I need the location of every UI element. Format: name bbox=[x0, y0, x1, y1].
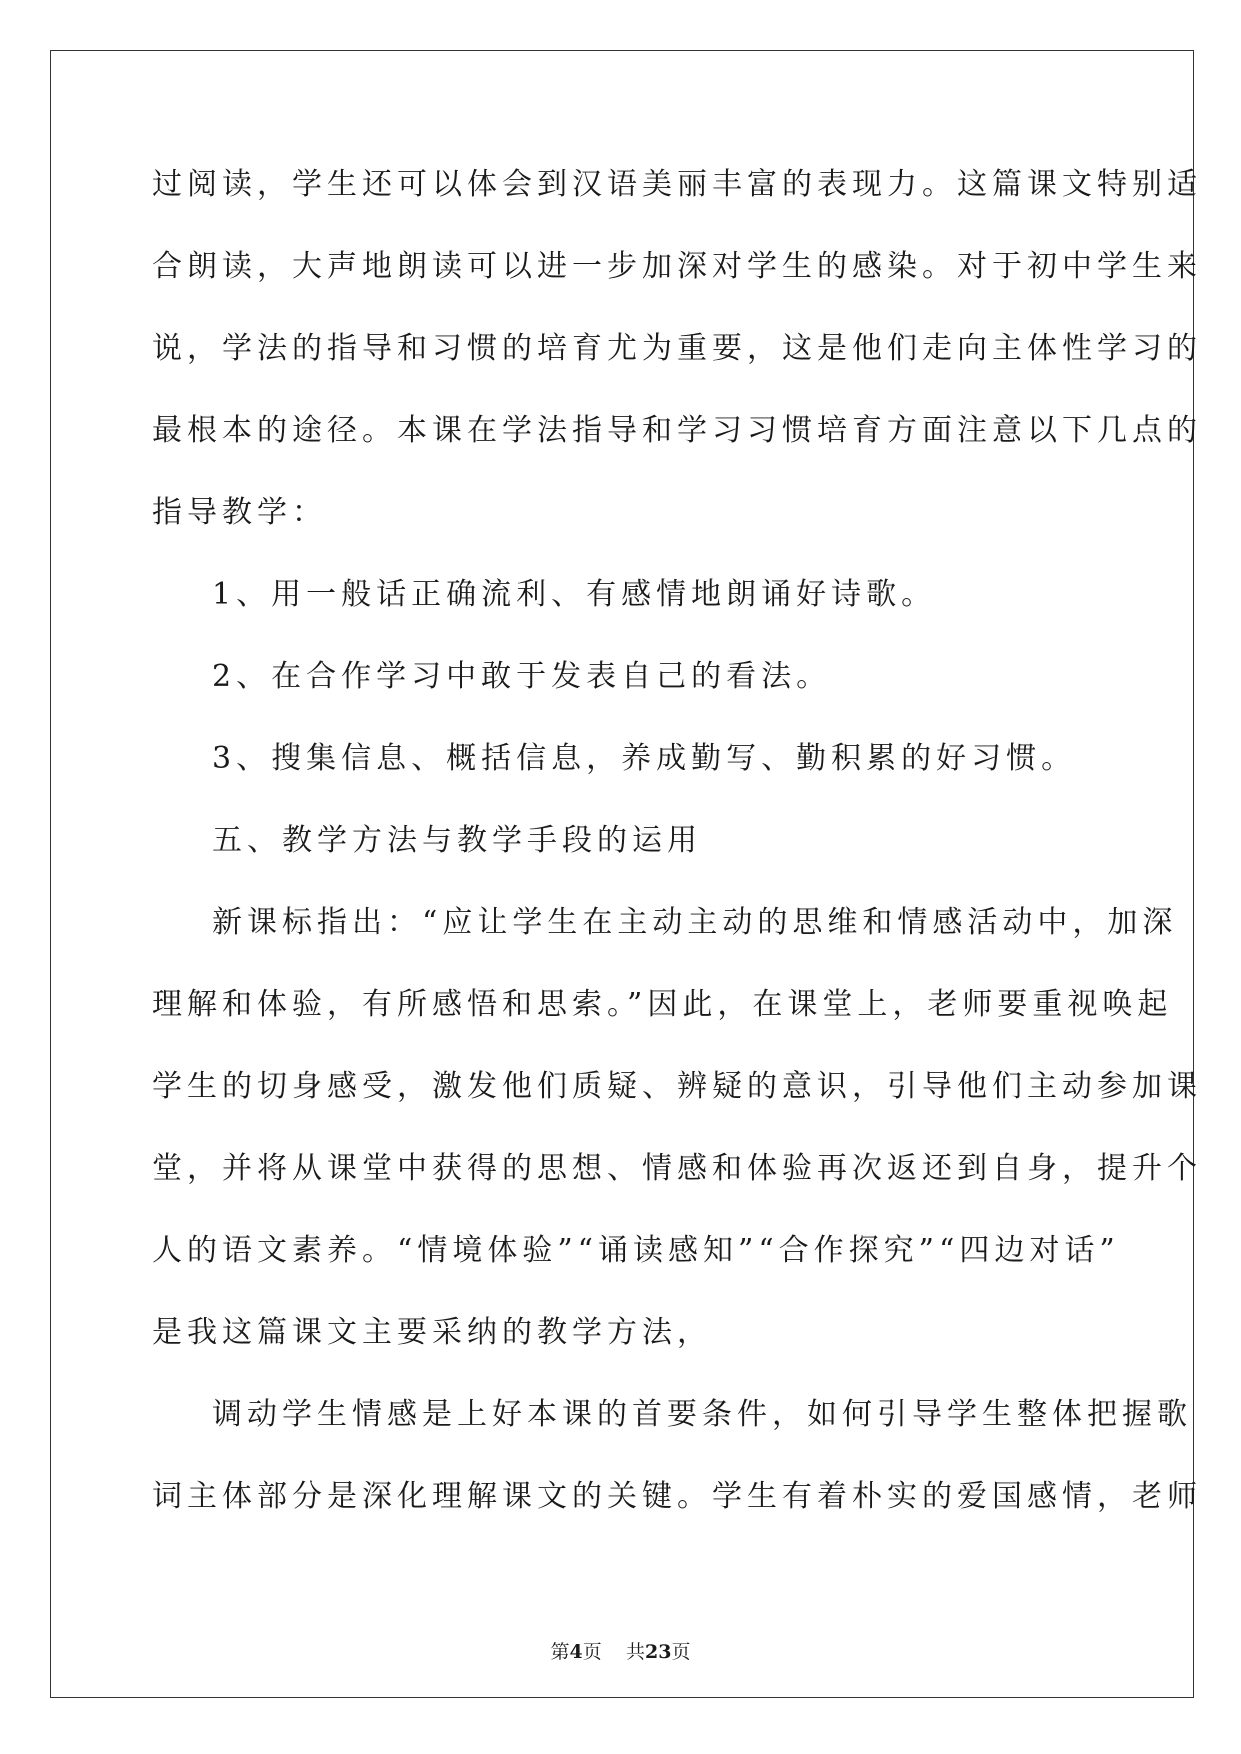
page-number: 4 bbox=[569, 1641, 583, 1663]
text-line: 最根本的途径。本课在学法指导和学习习惯培育方面注意以下几点的 bbox=[152, 413, 1202, 448]
text-line: 学生的切身感受，激发他们质疑、辨疑的意识，引导他们主动参加课 bbox=[152, 1069, 1202, 1104]
text-line: 是我这篇课文主要采纳的教学方法， bbox=[152, 1315, 712, 1350]
total-pages: 23 bbox=[644, 1641, 672, 1663]
text-line: 过阅读，学生还可以体会到汉语美丽丰富的表现力。这篇课文特别适 bbox=[152, 167, 1202, 202]
text-line: 词主体部分是深化理解课文的关键。学生有着朴实的爱国感情，老师 bbox=[152, 1479, 1202, 1514]
footer-total-prefix: 共 bbox=[625, 1641, 645, 1663]
text-line: 新课标指出：“应让学生在主动主动的思维和情感活动中，加深 bbox=[212, 905, 1178, 940]
text-line: 合朗读，大声地朗读可以进一步加深对学生的感染。对于初中学生来 bbox=[152, 249, 1202, 284]
list-item: 1、用一般话正确流利、有感情地朗诵好诗歌。 bbox=[212, 577, 937, 612]
text-line: 指导教学： bbox=[152, 495, 327, 530]
list-item: 2、在合作学习中敢于发表自己的看法。 bbox=[212, 659, 832, 694]
text-line: 堂，并将从课堂中获得的思想、情感和体验再次返还到自身，提升个 bbox=[152, 1151, 1202, 1186]
text-line: 人的语文素养。“情境体验”“诵读感知”“合作探究”“四边对话” bbox=[152, 1233, 1120, 1268]
document-body bbox=[152, 164, 1202, 1558]
text-line: 调动学生情感是上好本课的首要条件，如何引导学生整体把握歌 bbox=[212, 1397, 1192, 1432]
text-line: 理解和体验，有所感悟和思索。”因此，在课堂上，老师要重视唤起 bbox=[152, 987, 1173, 1022]
section-heading: 五、教学方法与教学手段的运用 bbox=[212, 823, 702, 858]
footer-total-suffix: 页 bbox=[671, 1641, 691, 1663]
text-line: 说，学法的指导和习惯的培育尤为重要，这是他们走向主体性学习的 bbox=[152, 331, 1202, 366]
footer-page-suffix: 页 bbox=[582, 1641, 602, 1663]
list-item: 3、搜集信息、概括信息，养成勤写、勤积累的好习惯。 bbox=[212, 741, 1077, 776]
page-footer bbox=[0, 1640, 1241, 1664]
footer-prefix: 第 bbox=[550, 1641, 570, 1663]
